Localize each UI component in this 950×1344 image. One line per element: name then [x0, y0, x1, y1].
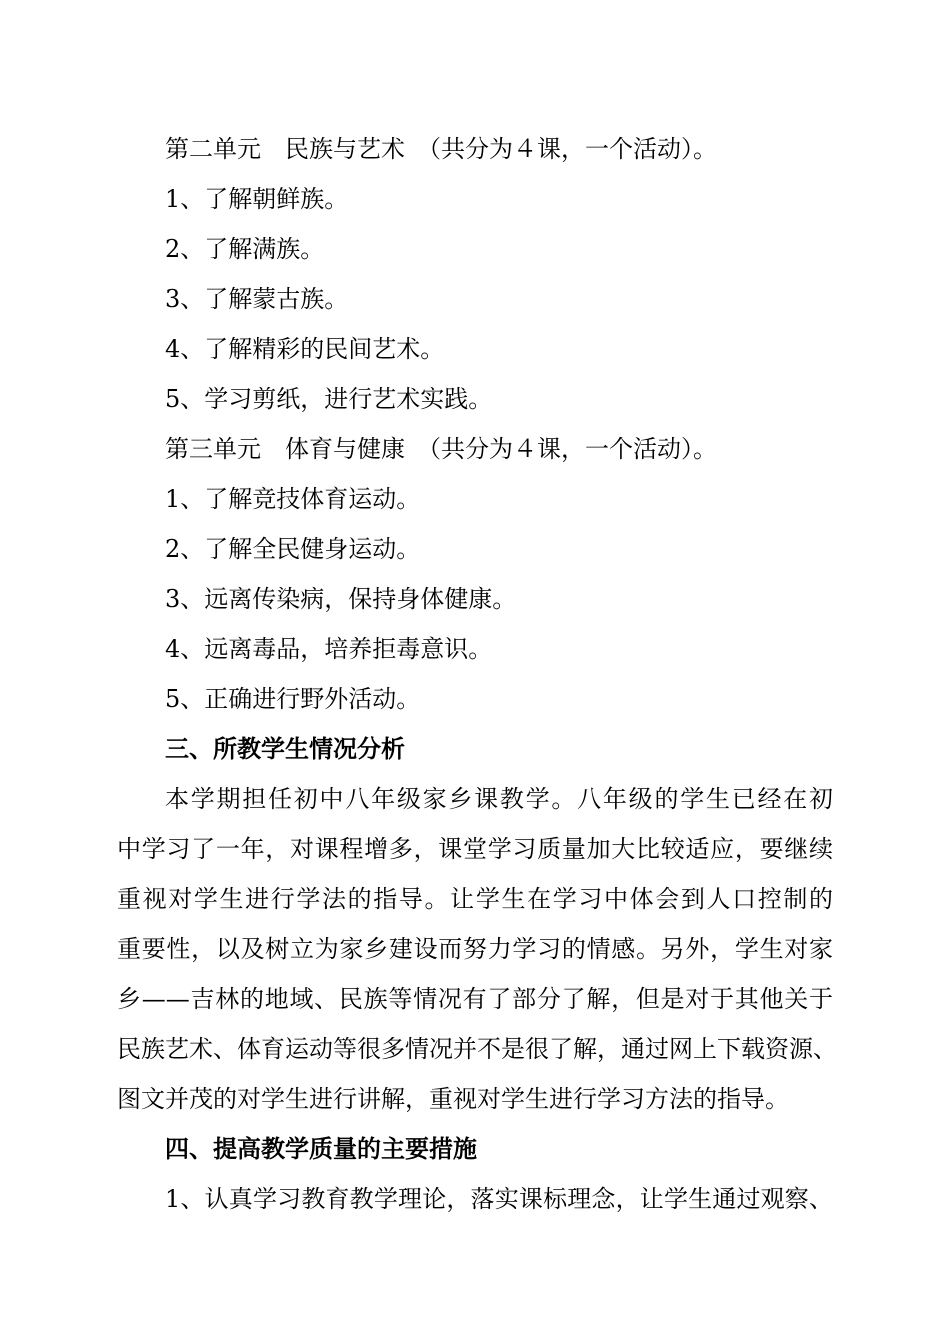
section4-heading: 四、提高教学质量的主要措施 — [165, 1135, 477, 1163]
section3-line-2: 中学习了一年，对课程增多，课堂学习质量加大比较适应，要继续 — [117, 835, 833, 863]
unit2-item-3: 3、了解蒙古族。 — [165, 285, 349, 313]
section3-heading: 三、所教学生情况分析 — [165, 735, 405, 763]
unit2-item-4: 4、了解精彩的民间艺术。 — [165, 335, 445, 363]
section3-line-4: 重要性，以及树立为家乡建设而努力学习的情感。另外，学生对家 — [117, 935, 833, 963]
unit2-title: 第二单元 民族与艺术 （共分为４课，一个活动）。 — [165, 135, 717, 163]
unit3-item-4: 4、远离毒品，培养拒毒意识。 — [165, 635, 493, 663]
section3-line-6: 民族艺术、体育运动等很多情况并不是很了解，通过网上下载资源、 — [117, 1035, 837, 1063]
section3-line-1: 本学期担任初中八年级家乡课教学。八年级的学生已经在初 — [165, 785, 833, 813]
unit3-title: 第三单元 体育与健康 （共分为４课，一个活动）。 — [165, 435, 717, 463]
unit3-item-2: 2、了解全民健身运动。 — [165, 535, 421, 563]
section3-line-5: 乡——吉林的地域、民族等情况有了部分了解，但是对于其他关于 — [117, 985, 833, 1013]
section3-line-7: 图文并茂的对学生进行讲解，重视对学生进行学习方法的指导。 — [117, 1085, 789, 1113]
unit3-item-3: 3、远离传染病，保持身体健康。 — [165, 585, 517, 613]
section3-line-3: 重视对学生进行学法的指导。让学生在学习中体会到人口控制的 — [117, 885, 833, 913]
section4-line-1: 1、认真学习教育教学理论，落实课标理念，让学生通过观察、 — [165, 1185, 833, 1213]
unit2-item-1: 1、了解朝鲜族。 — [165, 185, 349, 213]
unit3-item-1: 1、了解竞技体育运动。 — [165, 485, 421, 513]
unit3-item-5: 5、正确进行野外活动。 — [165, 685, 421, 713]
unit2-item-2: 2、了解满族。 — [165, 235, 325, 263]
unit2-item-5: 5、学习剪纸，进行艺术实践。 — [165, 385, 493, 413]
